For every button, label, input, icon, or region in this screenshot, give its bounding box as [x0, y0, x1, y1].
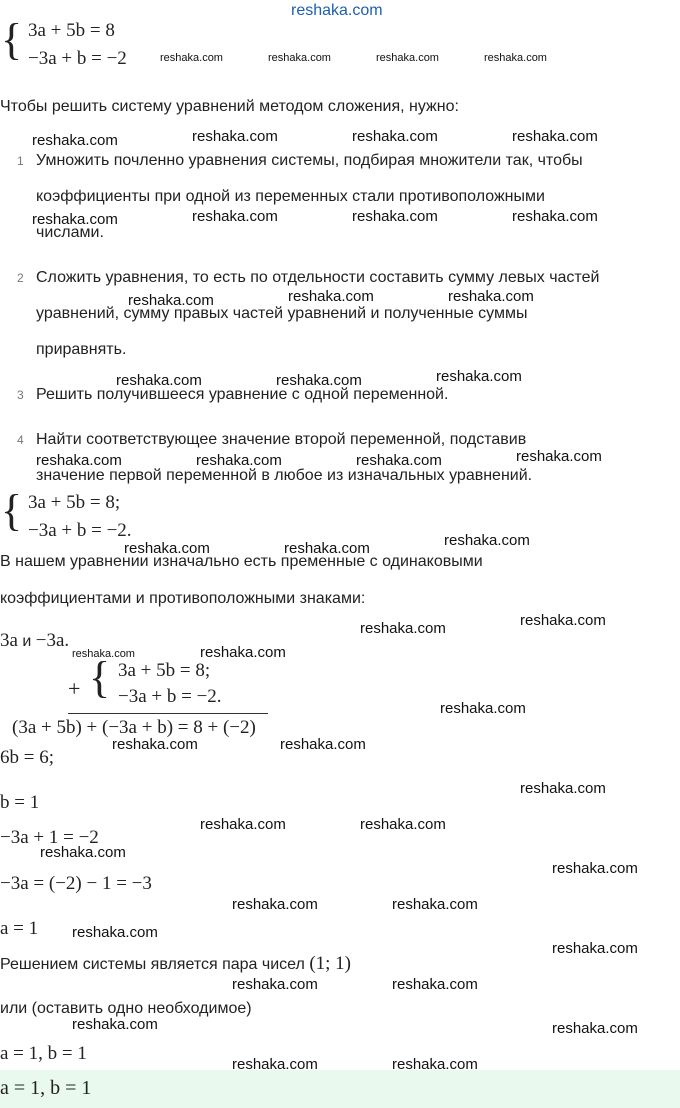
watermark: reshaka.com [192, 128, 278, 145]
answer-line: a = 1, b = 1 [0, 1043, 87, 1064]
watermark: reshaka.com [376, 52, 439, 64]
note-terms [0, 630, 69, 652]
or-text: или (оставить одно необходимое) [0, 1000, 252, 1017]
watermark: reshaka.com [360, 620, 446, 637]
watermark: reshaka.com [192, 208, 278, 225]
step-line: Найти соответствующее значение второй переменной, подставив [36, 431, 527, 448]
watermark: reshaka.com [552, 940, 638, 957]
conclusion [0, 953, 351, 975]
watermark: reshaka.com [436, 368, 522, 385]
watermark: reshaka.com [200, 644, 286, 661]
term-a: 3a [0, 630, 18, 651]
term-b: −3a. [35, 630, 70, 651]
watermark: reshaka.com [356, 452, 442, 469]
solution-step: 6b = 6; [0, 747, 54, 768]
watermark: reshaka.com [352, 128, 438, 145]
step-line: Умножить почленно уравнения системы, подбирая множители так, чтобы [36, 152, 583, 169]
watermark: reshaka.com [160, 52, 223, 64]
watermark: reshaka.com [268, 52, 331, 64]
step-number: 1 [17, 154, 24, 168]
watermark: reshaka.com [128, 292, 214, 309]
system2-eq2: −3a + b = −2. [28, 520, 132, 541]
watermark: reshaka.com [232, 1056, 318, 1073]
step-number: 4 [17, 433, 24, 447]
watermark: reshaka.com [512, 208, 598, 225]
watermark: reshaka.com [36, 452, 122, 469]
watermark: reshaka.com [72, 1016, 158, 1033]
system-eq2: −3a + b = −2 [28, 48, 127, 69]
watermark: reshaka.com [72, 924, 158, 941]
step-line: Решить получившееся уравнение с одной переменной. [36, 386, 449, 403]
watermark: reshaka.com [32, 132, 118, 149]
step-line: Сложить уравнения, то есть по отдельности составить сумму левых частей [36, 269, 600, 286]
watermark: reshaka.com [392, 1056, 478, 1073]
watermark: reshaka.com [280, 736, 366, 753]
watermark: reshaka.com [448, 288, 534, 305]
watermark: reshaka.com [520, 612, 606, 629]
intro-text: Чтобы решить систему уравнений методом сложения, нужно: [0, 98, 459, 115]
watermark: reshaka.com [232, 976, 318, 993]
system2-brace: { [1, 486, 23, 535]
watermark: reshaka.com [196, 452, 282, 469]
term-and: и [22, 633, 32, 650]
step-line: уравнений, сумму правых частей уравнений и полученные суммы [36, 305, 528, 322]
watermark: reshaka.com [352, 208, 438, 225]
watermark: reshaka.com [440, 700, 526, 717]
solution-step: b = 1 [0, 792, 40, 813]
site-link[interactable]: reshaka.com [291, 2, 383, 19]
solution-step: −3a = (−2) − 1 = −3 [0, 873, 152, 894]
step-line: числами. [36, 224, 104, 241]
watermark: reshaka.com [360, 816, 446, 833]
watermark: reshaka.com [276, 372, 362, 389]
system-brace: { [1, 15, 23, 64]
answer-highlight [0, 1070, 680, 1108]
watermark: reshaka.com [116, 372, 202, 389]
watermark: reshaka.com [72, 648, 135, 660]
watermark: reshaka.com [552, 860, 638, 877]
conclusion-text: Решением системы является пара чисел [0, 956, 305, 973]
step-line: коэффициенты при одной из переменных стали противоположными [36, 188, 545, 205]
watermark: reshaka.com [520, 780, 606, 797]
sum-rule [68, 713, 268, 714]
note-line: коэффициентами и противоположными знаками: [0, 590, 366, 607]
note-line: В нашем уравнении изначально есть пременные с одинаковыми [0, 553, 483, 570]
watermark: reshaka.com [112, 736, 198, 753]
watermark: reshaka.com [284, 540, 370, 557]
watermark: reshaka.com [32, 211, 118, 228]
addition-brace: { [89, 653, 111, 702]
watermark: reshaka.com [444, 532, 530, 549]
addition-eq1: 3a + 5b = 8; [118, 660, 211, 681]
watermark: reshaka.com [124, 540, 210, 557]
system2-eq1: 3a + 5b = 8; [28, 492, 121, 513]
solution-step: −3a + 1 = −2 [0, 827, 99, 848]
system-eq1: 3a + 5b = 8 [28, 20, 115, 41]
watermark: reshaka.com [200, 816, 286, 833]
step-number: 2 [17, 271, 24, 285]
addition-eq2: −3a + b = −2. [118, 686, 222, 707]
conclusion-pair: (1; 1) [309, 953, 351, 974]
watermark: reshaka.com [40, 844, 126, 861]
watermark: reshaka.com [288, 288, 374, 305]
watermark: reshaka.com [552, 1020, 638, 1037]
final-answer: a = 1, b = 1 [0, 1077, 92, 1099]
watermark: reshaka.com [516, 448, 602, 465]
plus-sign: + [68, 676, 81, 701]
watermark: reshaka.com [232, 896, 318, 913]
step-line: значение первой переменной в любое из изначальных уравнений. [36, 467, 533, 484]
addition-sum: (3a + 5b) + (−3a + b) = 8 + (−2) [12, 717, 256, 738]
watermark: reshaka.com [484, 52, 547, 64]
step-number: 3 [17, 388, 24, 402]
watermark: reshaka.com [512, 128, 598, 145]
watermark: reshaka.com [392, 976, 478, 993]
step-line: приравнять. [36, 341, 127, 358]
solution-step: a = 1 [0, 918, 39, 939]
watermark: reshaka.com [392, 896, 478, 913]
